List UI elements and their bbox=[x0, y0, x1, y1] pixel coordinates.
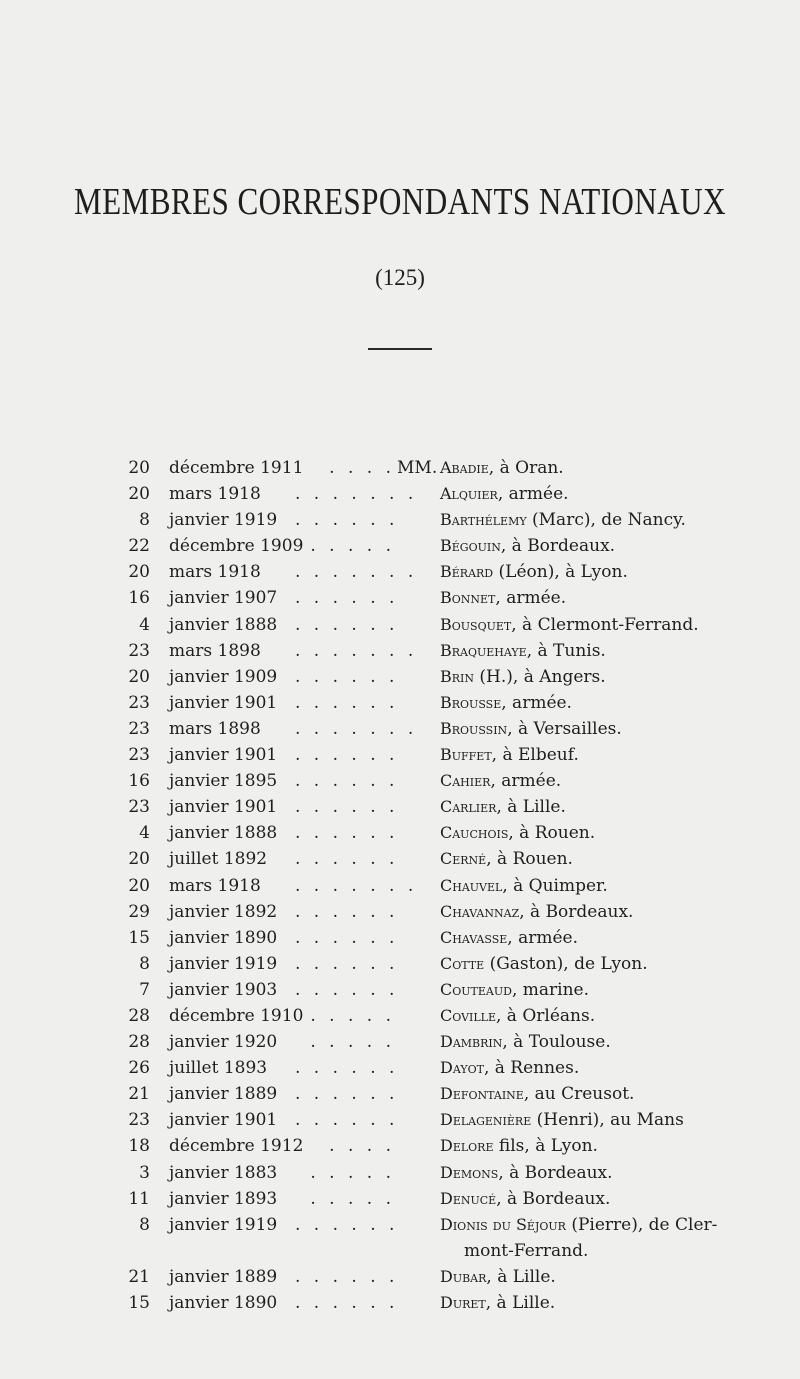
member-name: Dambrin bbox=[440, 1032, 503, 1052]
entry-day: 15 bbox=[128, 927, 150, 948]
member-entry bbox=[440, 455, 564, 481]
entry-month: janvier 1909 bbox=[169, 666, 278, 687]
member-location: , à Lille. bbox=[486, 1266, 556, 1287]
list-item bbox=[0, 1029, 800, 1055]
member-name: Coville bbox=[440, 1005, 496, 1025]
member-entry bbox=[440, 977, 589, 1003]
list-item bbox=[0, 899, 800, 925]
leader-dots: . . . . . . . bbox=[295, 640, 418, 661]
member-entry bbox=[440, 1081, 634, 1107]
page-title: MEMBRES CORRESPONDANTS NATIONAUX bbox=[74, 181, 726, 223]
entry-month: décembre 1912 bbox=[169, 1136, 304, 1157]
entry-month: janvier 1889 bbox=[169, 1084, 278, 1105]
member-name: Buffet bbox=[440, 745, 492, 765]
member-name: Chauvel bbox=[440, 875, 503, 895]
leader-dots: . . . . . . bbox=[295, 823, 399, 844]
entry-month: janvier 1893 bbox=[169, 1188, 278, 1209]
member-location: , à Bordeaux. bbox=[496, 1188, 611, 1209]
list-item bbox=[0, 794, 800, 820]
member-name: Bégouin bbox=[440, 536, 501, 556]
entry-day: 8 bbox=[139, 1214, 150, 1235]
member-name: Cahier bbox=[440, 771, 491, 791]
list-item bbox=[0, 1160, 800, 1186]
entry-month: janvier 1901 bbox=[169, 745, 278, 766]
entry-day: 23 bbox=[128, 797, 150, 818]
member-location: , à Tunis. bbox=[526, 640, 606, 661]
entry-day: 11 bbox=[128, 1188, 150, 1209]
member-entry bbox=[440, 559, 628, 585]
member-name: Cerné bbox=[440, 849, 487, 869]
member-location: , à Quimper. bbox=[502, 875, 608, 896]
member-location: mont-Ferrand. bbox=[464, 1240, 589, 1261]
leader-dots: . . . . . . bbox=[295, 953, 399, 974]
member-location: (Léon), à Lyon. bbox=[493, 562, 628, 583]
leader-dots: . . . . . . bbox=[295, 588, 399, 609]
leader-dots: . . . . . . bbox=[295, 1266, 399, 1287]
entry-month: janvier 1895 bbox=[169, 771, 278, 792]
leader-dots: . . . . . . bbox=[295, 1293, 399, 1313]
leader-dots: . . . . . . bbox=[295, 510, 399, 531]
entry-month: décembre 1911 bbox=[169, 458, 304, 478]
member-location: , à Bordeaux. bbox=[519, 901, 634, 922]
leader-dots: . . . . . . bbox=[295, 1084, 399, 1105]
member-location: , à Lille. bbox=[496, 797, 566, 818]
member-name: Barthélemy bbox=[440, 510, 527, 530]
leader-dots: . . . . . . bbox=[295, 979, 399, 1000]
leader-dots: . . . . . . bbox=[295, 745, 399, 766]
leader-dots: . . . . . . bbox=[295, 614, 399, 635]
entry-month: janvier 1903 bbox=[169, 979, 278, 1000]
entry-day: 23 bbox=[128, 640, 150, 661]
list-item bbox=[0, 742, 800, 768]
entry-day: 18 bbox=[128, 1136, 150, 1157]
list-item bbox=[0, 925, 800, 951]
member-location: (Pierre), de Cler- bbox=[565, 1214, 718, 1235]
member-name: Delore bbox=[440, 1136, 494, 1156]
member-location: , armée. bbox=[490, 771, 562, 792]
list-item bbox=[0, 664, 800, 690]
title-divider bbox=[368, 348, 432, 350]
entry-day: 26 bbox=[128, 1058, 150, 1079]
member-name: Abadie bbox=[440, 458, 489, 477]
entry-month: décembre 1910 bbox=[169, 1005, 304, 1026]
entry-day: 20 bbox=[128, 666, 150, 687]
list-item bbox=[0, 1081, 800, 1107]
member-entry bbox=[440, 1264, 556, 1290]
list-item bbox=[0, 977, 800, 1003]
list-item bbox=[0, 1290, 800, 1316]
leader-dots: . . . . . . . bbox=[295, 484, 418, 505]
member-entry bbox=[440, 1212, 717, 1238]
member-location: (Henri), au Mans bbox=[531, 1110, 684, 1131]
leader-dots: . . . . . . . bbox=[295, 718, 418, 739]
list-item bbox=[0, 951, 800, 977]
member-name: Bousquet bbox=[440, 614, 512, 634]
list-item bbox=[0, 846, 800, 872]
entry-month: janvier 1883 bbox=[169, 1162, 278, 1183]
entry-month: janvier 1901 bbox=[169, 1110, 278, 1131]
entry-day: 20 bbox=[128, 875, 150, 896]
entry-month: janvier 1920 bbox=[169, 1032, 278, 1053]
leader-dots: . . . . . . bbox=[295, 771, 399, 792]
member-entry bbox=[440, 1029, 611, 1055]
member-name: Dionis du Séjour bbox=[440, 1214, 566, 1234]
leader-dots: . . . . . . . bbox=[295, 875, 418, 896]
entry-month: mars 1918 bbox=[169, 562, 261, 583]
member-entry bbox=[440, 1133, 598, 1159]
entry-day: 29 bbox=[128, 901, 150, 922]
member-location: , à Versailles. bbox=[507, 718, 622, 739]
member-location: (H.), à Angers. bbox=[474, 666, 606, 687]
member-name: Broussin bbox=[440, 718, 508, 738]
entry-day: 23 bbox=[128, 718, 150, 739]
leader-dots: . . . . . bbox=[310, 536, 395, 557]
member-entry bbox=[440, 899, 633, 925]
entry-month: janvier 1919 bbox=[169, 1214, 278, 1235]
entry-month: juillet 1893 bbox=[169, 1058, 268, 1079]
list-item bbox=[0, 1212, 800, 1238]
entry-day: 28 bbox=[128, 1005, 150, 1026]
member-entry bbox=[440, 1107, 684, 1133]
entry-day: 22 bbox=[128, 536, 150, 557]
member-location: , à Rouen. bbox=[486, 849, 573, 870]
list-item bbox=[0, 507, 800, 533]
member-location: , à Rennes. bbox=[483, 1058, 580, 1079]
entry-day: 23 bbox=[128, 692, 150, 713]
member-location: , à Lille. bbox=[485, 1293, 556, 1313]
entry-day: 20 bbox=[128, 849, 150, 870]
list-item bbox=[0, 1003, 800, 1029]
member-entry bbox=[440, 1055, 579, 1081]
entry-day: 4 bbox=[139, 614, 150, 635]
entry-month: janvier 1890 bbox=[169, 927, 278, 948]
entry-day: 21 bbox=[128, 1084, 150, 1105]
list-item bbox=[0, 481, 800, 507]
leader-dots: . . . . . . bbox=[295, 692, 399, 713]
member-location: , armée. bbox=[495, 588, 567, 609]
member-location: , à Oran. bbox=[488, 458, 564, 478]
member-entry bbox=[440, 1160, 613, 1186]
leader-dots: . . . . bbox=[329, 1136, 395, 1157]
member-location: (Gaston), de Lyon. bbox=[484, 953, 648, 974]
member-entry bbox=[440, 1290, 555, 1316]
list-item bbox=[0, 455, 800, 481]
member-entry bbox=[440, 820, 595, 846]
list-item bbox=[0, 1186, 800, 1212]
leader-dots: . . . . . bbox=[310, 1032, 395, 1053]
leader-dots: . . . . . . bbox=[295, 1058, 399, 1079]
list-item bbox=[0, 585, 800, 611]
entry-month: juillet 1892 bbox=[169, 849, 268, 870]
entry-day: 23 bbox=[128, 1110, 150, 1131]
list-item bbox=[0, 768, 800, 794]
entry-day: 16 bbox=[128, 771, 150, 792]
member-location: , à Bordeaux. bbox=[500, 536, 616, 557]
list-item bbox=[0, 638, 800, 664]
entry-day: 8 bbox=[139, 953, 150, 974]
member-entry bbox=[440, 742, 579, 768]
member-entry bbox=[440, 716, 622, 742]
leader-dots: . . . . . . bbox=[295, 1214, 399, 1235]
member-entry bbox=[440, 638, 606, 664]
member-entry bbox=[440, 1186, 610, 1212]
member-name: Bérard bbox=[440, 562, 494, 582]
entry-month: janvier 1919 bbox=[169, 953, 278, 974]
entry-day: 16 bbox=[128, 588, 150, 609]
member-location: fils, à Lyon. bbox=[493, 1136, 598, 1157]
member-entry bbox=[440, 1003, 595, 1029]
member-location: , armée. bbox=[501, 692, 572, 713]
list-item bbox=[0, 873, 800, 899]
member-name: Duret bbox=[440, 1293, 486, 1312]
member-location: , à Elbeuf. bbox=[491, 745, 579, 766]
member-entry bbox=[440, 481, 569, 507]
entry-day: 3 bbox=[139, 1162, 150, 1183]
member-entry bbox=[440, 951, 648, 977]
member-location: , à Toulouse. bbox=[502, 1032, 611, 1053]
entry-day: 15 bbox=[128, 1293, 150, 1313]
member-count: (125) bbox=[375, 265, 425, 290]
member-list bbox=[0, 455, 800, 1316]
leader-dots: . . . . . bbox=[310, 1188, 395, 1209]
member-name: Dubar bbox=[440, 1266, 487, 1286]
list-item bbox=[0, 716, 800, 742]
entry-day: 8 bbox=[139, 510, 150, 531]
member-name: Defontaine bbox=[440, 1084, 524, 1104]
member-name: Cotte bbox=[440, 953, 485, 973]
entry-month: mars 1918 bbox=[169, 484, 261, 505]
entry-month: mars 1898 bbox=[169, 718, 261, 739]
entry-day: 20 bbox=[128, 458, 150, 478]
list-item bbox=[0, 1055, 800, 1081]
member-entry bbox=[440, 664, 606, 690]
entry-month: janvier 1919 bbox=[169, 510, 278, 531]
entry-month: janvier 1901 bbox=[169, 692, 278, 713]
list-item bbox=[0, 612, 800, 638]
leader-dots: . . . . . bbox=[310, 1162, 395, 1183]
member-location: , à Bordeaux. bbox=[498, 1162, 613, 1183]
member-name: Cauchois bbox=[440, 823, 509, 843]
member-name: Chavannaz bbox=[440, 901, 520, 921]
entry-day: 4 bbox=[139, 823, 150, 844]
member-name: Brousse bbox=[440, 692, 502, 712]
entry-day: 23 bbox=[128, 745, 150, 766]
member-entry bbox=[464, 1238, 588, 1264]
member-name: Carlier bbox=[440, 797, 497, 817]
member-entry bbox=[440, 768, 561, 794]
entry-day: 20 bbox=[128, 562, 150, 583]
member-location: , à Orléans. bbox=[496, 1005, 596, 1026]
list-item bbox=[0, 533, 800, 559]
member-name: Denucé bbox=[440, 1188, 497, 1208]
member-name: Brin bbox=[440, 666, 475, 686]
entry-month: janvier 1888 bbox=[169, 823, 278, 844]
list-item bbox=[0, 820, 800, 846]
leader-dots: . . . . . . bbox=[295, 797, 399, 818]
member-entry bbox=[440, 507, 686, 533]
member-entry bbox=[440, 925, 578, 951]
member-entry bbox=[440, 873, 608, 899]
member-name: Alquier bbox=[440, 484, 498, 504]
member-entry bbox=[440, 690, 572, 716]
leader-dots: . . . . . . . bbox=[295, 562, 418, 583]
entry-day: 20 bbox=[128, 484, 150, 505]
entry-month: mars 1918 bbox=[169, 875, 261, 896]
entry-month: janvier 1889 bbox=[169, 1266, 278, 1287]
member-entry bbox=[440, 585, 566, 611]
member-name: Dayot bbox=[440, 1058, 484, 1078]
member-location: , armée. bbox=[497, 484, 569, 505]
member-name: Delagenière bbox=[440, 1110, 532, 1130]
entry-month: janvier 1892 bbox=[169, 901, 278, 922]
leader-dots: . . . . bbox=[329, 458, 395, 478]
member-entry bbox=[440, 612, 699, 638]
list-item bbox=[0, 1107, 800, 1133]
leader-dots: . . . . . . bbox=[295, 849, 399, 870]
list-item bbox=[0, 690, 800, 716]
leader-dots: . . . . . . bbox=[295, 666, 399, 687]
member-location: , à Clermont-Ferrand. bbox=[511, 614, 699, 635]
member-name: Chavasse bbox=[440, 927, 508, 947]
member-entry bbox=[440, 846, 573, 872]
leader-dots: . . . . . . bbox=[295, 1110, 399, 1131]
entry-month: janvier 1907 bbox=[169, 588, 278, 609]
leader-dots: . . . . . . bbox=[295, 927, 399, 948]
honorific-prefix: MM. bbox=[397, 458, 438, 478]
member-name: Braquehaye bbox=[440, 640, 527, 660]
entry-day: 7 bbox=[139, 979, 150, 1000]
member-location: (Marc), de Nancy. bbox=[526, 510, 686, 531]
member-location: , armée. bbox=[507, 927, 578, 948]
list-item bbox=[0, 1133, 800, 1159]
member-name: Bonnet bbox=[440, 588, 496, 608]
list-item bbox=[0, 1238, 800, 1264]
member-entry bbox=[440, 794, 566, 820]
entry-month: janvier 1890 bbox=[169, 1293, 278, 1313]
entry-month: janvier 1888 bbox=[169, 614, 278, 635]
list-item bbox=[0, 1264, 800, 1290]
list-item bbox=[0, 559, 800, 585]
member-entry bbox=[440, 533, 615, 559]
entry-day: 28 bbox=[128, 1032, 150, 1053]
entry-month: janvier 1901 bbox=[169, 797, 278, 818]
entry-month: décembre 1909 bbox=[169, 536, 304, 557]
member-name: Couteaud bbox=[440, 979, 512, 999]
entry-month: mars 1898 bbox=[169, 640, 261, 661]
member-location: , à Rouen. bbox=[508, 823, 596, 844]
member-location: , marine. bbox=[511, 979, 589, 1000]
member-location: , au Creusot. bbox=[523, 1084, 635, 1105]
leader-dots: . . . . . . bbox=[295, 901, 399, 922]
leader-dots: . . . . . bbox=[310, 1005, 395, 1026]
entry-day: 21 bbox=[128, 1266, 150, 1287]
member-name: Demons bbox=[440, 1162, 499, 1182]
